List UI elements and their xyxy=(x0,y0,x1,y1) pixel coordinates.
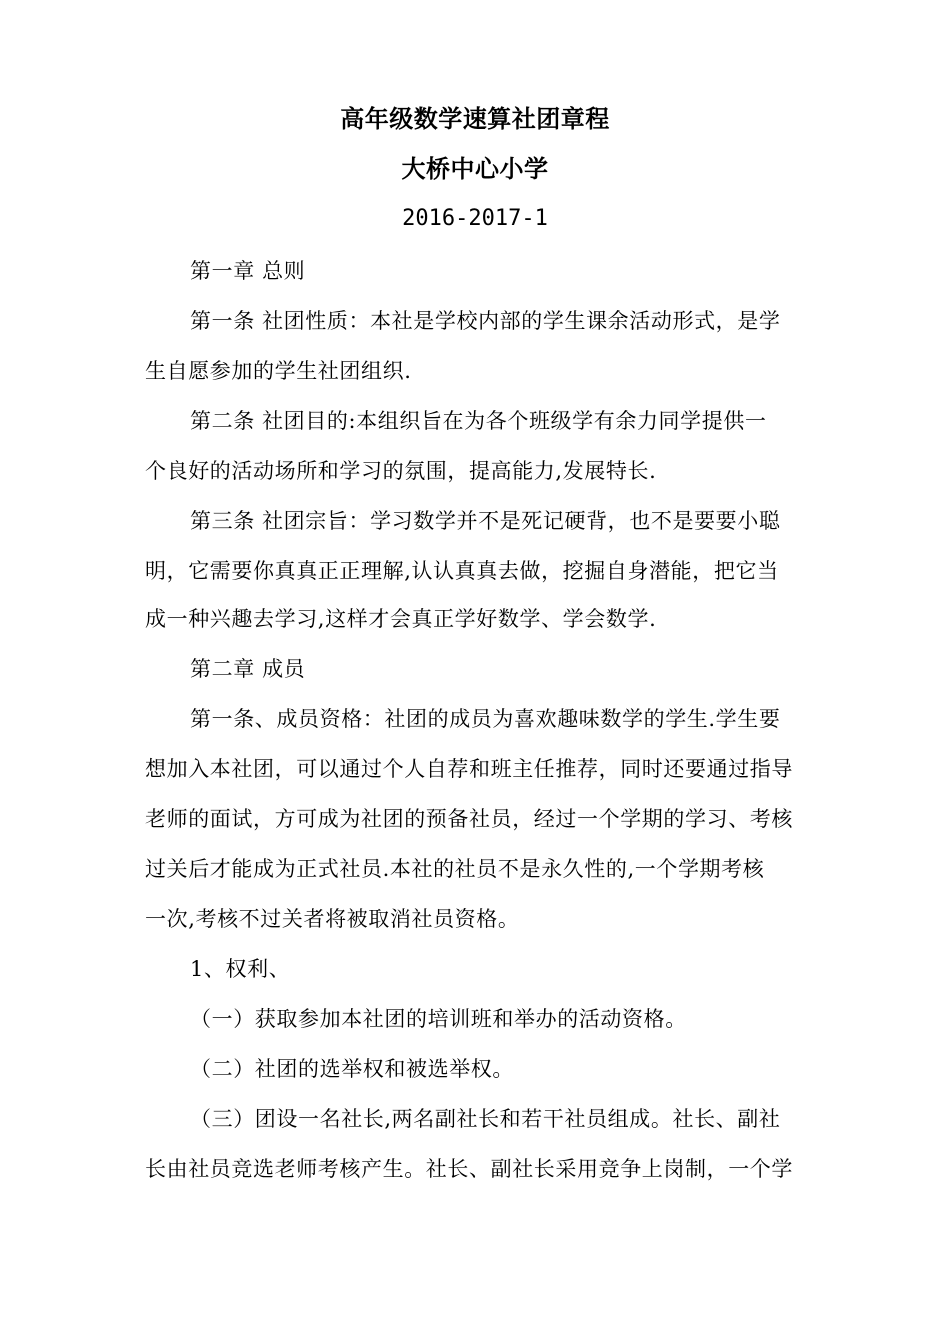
school-name: 大桥中心小学 xyxy=(401,154,549,183)
paragraph-line: 老师的面试，方可成为社团的预备社员，经过一个学期的学习、考核 xyxy=(145,807,793,831)
paragraph-line: 成一种兴趣去学习,这样才会真正学好数学、学会数学. xyxy=(145,607,657,631)
list-heading: 1、权利、 xyxy=(190,957,291,981)
paragraph-line: 个良好的活动场所和学习的氛围，提高能力,发展特长. xyxy=(145,459,657,483)
paragraph-line: 明，它需要你真真正正理解,认认真真去做，挖掘自身潜能，把它当 xyxy=(145,559,779,583)
paragraph-line: 想加入本社团，可以通过个人自荐和班主任推荐，同时还要通过指导 xyxy=(145,757,793,781)
document-title: 高年级数学速算社团章程 xyxy=(340,104,610,133)
term-label: 2016-2017-1 xyxy=(402,206,548,231)
list-item: （二）社团的选举权和被选举权。 xyxy=(190,1057,514,1081)
paragraph-line: 一次,考核不过关者将被取消社员资格。 xyxy=(145,907,520,931)
paragraph-line: 长由社员竞选老师考核产生。社长、副社长采用竞争上岗制，一个学 xyxy=(145,1157,793,1181)
paragraph-line: 过关后才能成为正式社员.本社的社员不是永久性的,一个学期考核 xyxy=(145,857,765,881)
paragraph-line: 生自愿参加的学生社团组织. xyxy=(145,359,412,383)
list-item: （三）团设一名社长,两名副社长和若干社员组成。社长、副社 xyxy=(190,1107,781,1131)
chapter-heading: 第一章 总则 xyxy=(190,259,306,283)
paragraph-line: 第三条 社团宗旨：学习数学并不是死记硬背，也不是要要小聪 xyxy=(190,509,781,533)
paragraph-line: 第一条、成员资格：社团的成员为喜欢趣味数学的学生.学生要 xyxy=(190,707,781,731)
list-item: （一）获取参加本社团的培训班和举办的活动资格。 xyxy=(190,1007,687,1031)
chapter-heading: 第二章 成员 xyxy=(190,657,306,681)
paragraph-line: 第一条 社团性质：本社是学校内部的学生课余活动形式，是学 xyxy=(190,309,781,333)
paragraph-line: 第二条 社团目的:本组织旨在为各个班级学有余力同学提供一 xyxy=(190,409,767,433)
